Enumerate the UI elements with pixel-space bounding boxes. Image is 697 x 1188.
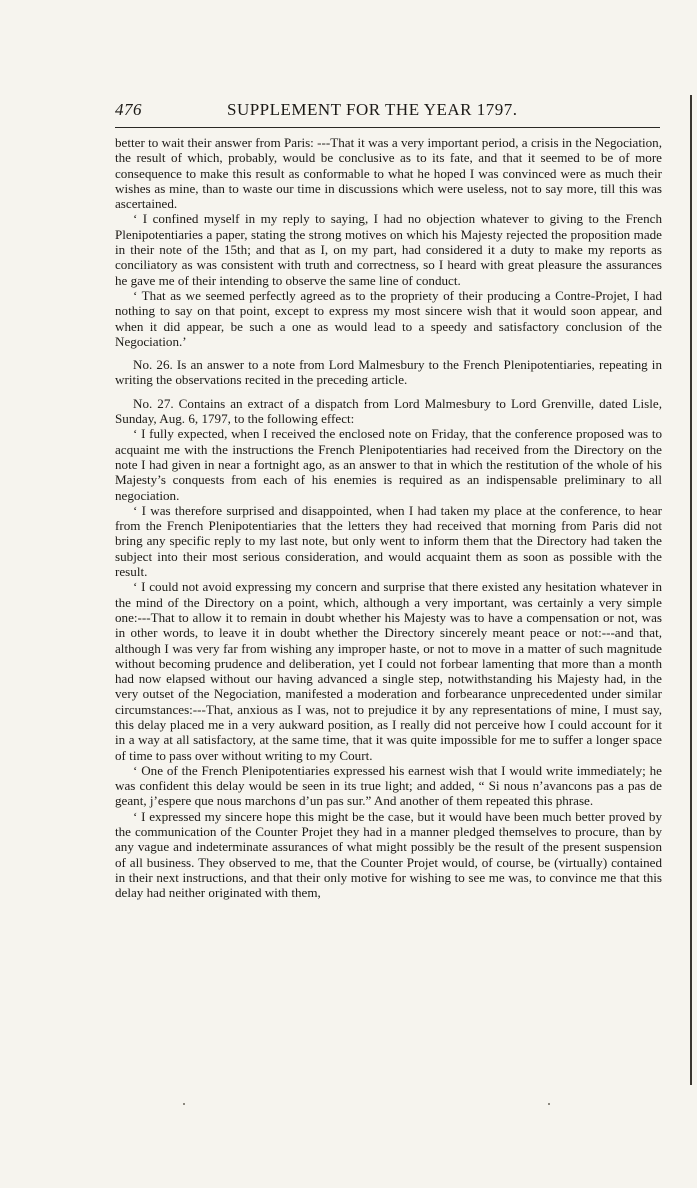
page-header xyxy=(115,100,660,124)
paragraph: ‘ I could not avoid expressing my concern and surprise that there existed any hesitation whatever in the mind of the Directory on a point, which, although a very important, was certainly a very simple one:---That to allow it to remain in doubt whether his Majesty was to have a compensation or not, was in other words, to leave it in doubt whether the Directory sincerely meant peace or not:---and that, although I was very far from wishing any improper haste, or not to move in a matter of such magnitude without becoming prudence and deliberation, yet I could not forbear lamenting that more than a month had now elapsed without our having advanced a single step, notwithstanding his Majesty had, in the very outset of the Negociation, manifested a moderation and forbearance unprecedented under similar circumstances:---That, anxious as I was, not to prejudice it by any representations of mine, I must say, this delay placed me in a very aukward position, as I really did not perceive how I could account for it in a way at all satisfactory, at the same time, that it was quite impossible for me to suffer a longer space of time to pass over without writing to my Court. xyxy=(115,579,662,763)
paragraph: ‘ I fully expected, when I received the enclosed note on Friday, that the conference proposed was to acquaint me with the instructions the French Plenipotentiaries had received from the Directory on the note I had given in near a fortnight ago, as an answer to that in which the restitution of the whole of his Majesty’s conquests from each of his enemies is required as an indispensable preliminary to all negociation. xyxy=(115,426,662,503)
paragraph: ‘ That as we seemed perfectly agreed as to the propriety of their producing a Contre-Projet, I had nothing to say on that point, except to express my most sincere wish that it would soon appear, and when it did appear, be such a one as would lead to a speedy and satisfactory conclusion of the Negociation.’ xyxy=(115,287,662,349)
paragraph: ‘ One of the French Plenipotentiaries expressed his earnest wish that I would write immediately; he was confident this delay would be seen in its true light; and added, “ Si nous n’avancons pas a pas de geant, j’espere que nous marchons d’un pas sur.” And another of them repeated this phrase. xyxy=(115,762,662,809)
paragraph: ‘ I was therefore surprised and disappointed, when I had taken my place at the conference, to hear from the French Plenipotentiaries that the letters they had received that morning from Paris did not bring any specific reply to my last note, but only went to inform them that the Directory had taken the subject into their most serious consideration, and would acquaint them as soon as possible with the result. xyxy=(115,502,662,580)
paragraph-continued: better to wait their answer from Paris: ---That it was a very important period, a crisis in the Negociation, the result of which, probably, would be conclusive as to its fate, and that it seemed to be of more consequence to make this result as conformable to what he hoped I was convinced were as much their wishes as mine, than to waste our time in discussions which were useless, not to say more, till this was ascertained. xyxy=(115,135,662,212)
scan-speck xyxy=(183,1103,185,1105)
paragraph-no-27: No. 27. Contains an extract of a dispatch from Lord Malmesbury to Lord Grenville, dated Lisle, Sunday, Aug. 6, 1797, to the following effect: xyxy=(115,395,662,427)
page-edge-line xyxy=(690,95,692,1085)
paragraph: ‘ I confined myself in my reply to saying, I had no objection whatever to giving to the French Plenipotentiaries a paper, stating the strong motives on which his Majesty rejected the proposition made in their note of the 15th; and that as I, on my part, had considered it a duty to make my reports as conciliatory as was consistent with truth and correctness, so I heard with great pleasure the assurances he gave me of their intending to observe the same line of conduct. xyxy=(115,211,662,288)
paragraph: ‘ I expressed my sincere hope this might be the case, but it would have been much better proved by the communication of the Counter Projet they had in a manner pledged themselves to procure, than by any vague and indeterminate assurances of what might possibly be the result of the present suspension of all business. They observed to me, that the Counter Projet would, of course, be (virtually) contained in their next instructions, and that their only motive for wishing to see me was, to convince me that this delay had neither originated with them, xyxy=(115,808,662,901)
scan-speck xyxy=(548,1103,550,1105)
paragraph-no-26: No. 26. Is an answer to a note from Lord Malmesbury to the French Plenipotentiaries, repeating in writing the observations recited in the preceding article. xyxy=(115,357,662,388)
header-rule xyxy=(115,127,660,128)
running-title: SUPPLEMENT FOR THE YEAR 1797. xyxy=(227,100,518,119)
page-number: 476 xyxy=(115,100,142,119)
body-text xyxy=(115,135,662,901)
